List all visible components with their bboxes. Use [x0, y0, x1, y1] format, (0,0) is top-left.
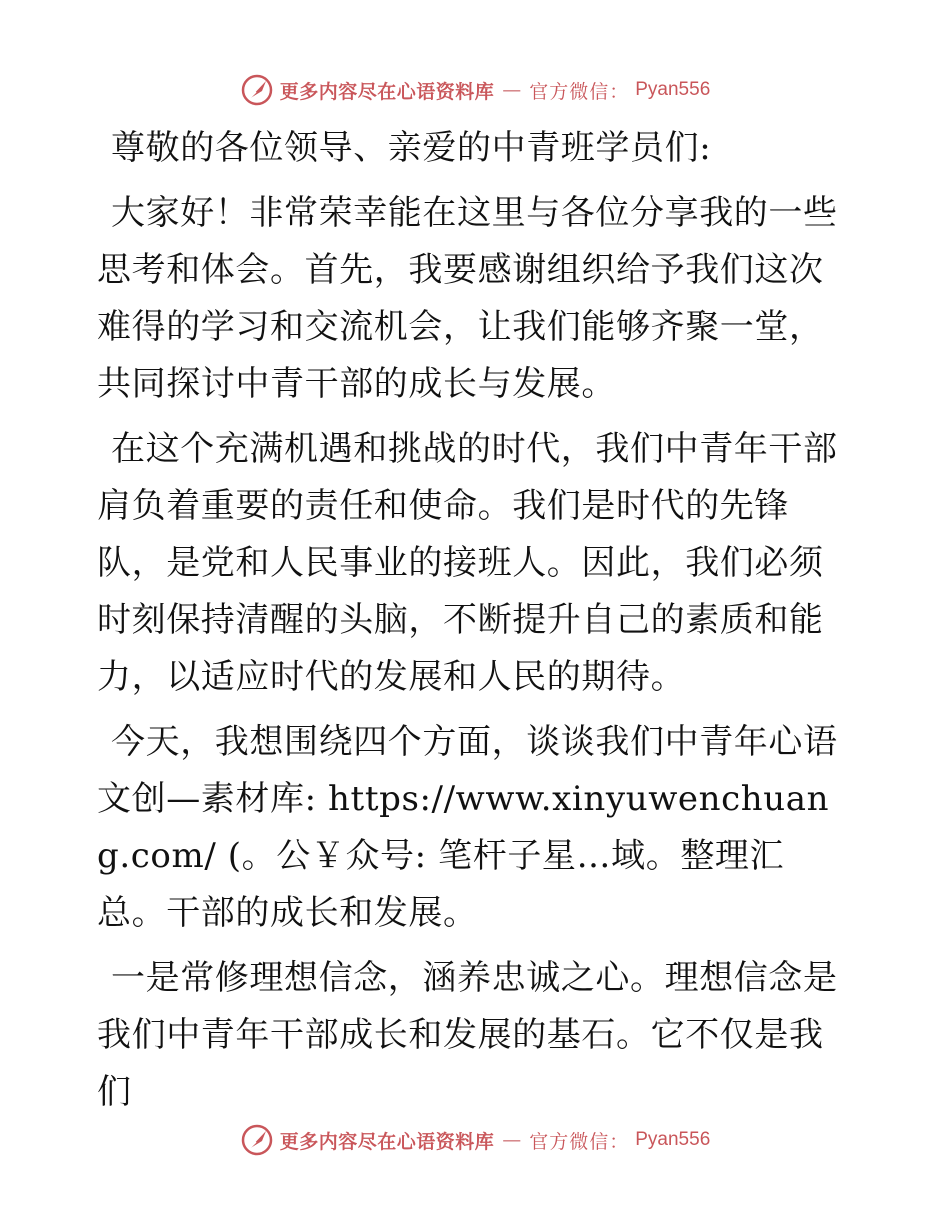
banner-wechat-label: 官方微信：: [529, 1130, 630, 1153]
paragraph-era: 在这个充满机遇和挑战的时代，我们中青年干部肩负着重要的责任和使命。我们是时代的先锋队，是党和人民事业的接班人。因此，我们必须时刻保持清醒的头脑，不断提升自己的素质和能力，以适应时代的发展和人民的期待。: [97, 429, 838, 697]
banner-wechat-id: Pyan556: [635, 1129, 711, 1150]
paragraph-ideals: 一是常修理想信念，涵养忠诚之心。理想信念是我们中青年干部成长和发展的基石。它不仅是我们: [97, 958, 838, 1112]
paragraph-greeting: 大家好！非常荣幸能在这里与各位分享我的一些思考和体会。首先，我要感谢组织给予我们这次难得的学习和交流机会，让我们能够齐聚一堂，共同探讨中青干部的成长与发展。: [97, 193, 838, 404]
banner-main-text: 更多内容尽在心语资料库: [279, 1130, 495, 1153]
document-body: [97, 120, 853, 1129]
quill-logo-icon: [240, 73, 274, 107]
banner-wechat-label: 官方微信：: [529, 80, 630, 103]
salutation: 尊敬的各位领导、亲爱的中青班学员们:: [111, 128, 712, 168]
paragraph-four-aspects: 今天，我想围绕四个方面，谈谈我们中青年心语文创—素材库: https://www.xinyuwenchuang.com/ (。公￥众号: 笔杆子星…域。整理汇总。干部的成长和发展。: [97, 722, 838, 933]
banner-wechat-id: Pyan556: [635, 79, 711, 100]
banner-dash: —: [502, 1129, 522, 1151]
banner-main-text: 更多内容尽在心语资料库: [279, 80, 495, 103]
header-banner: [0, 70, 950, 110]
banner-dash: —: [502, 79, 522, 101]
quill-logo-icon: [240, 1123, 274, 1157]
footer-banner: [0, 1120, 950, 1160]
